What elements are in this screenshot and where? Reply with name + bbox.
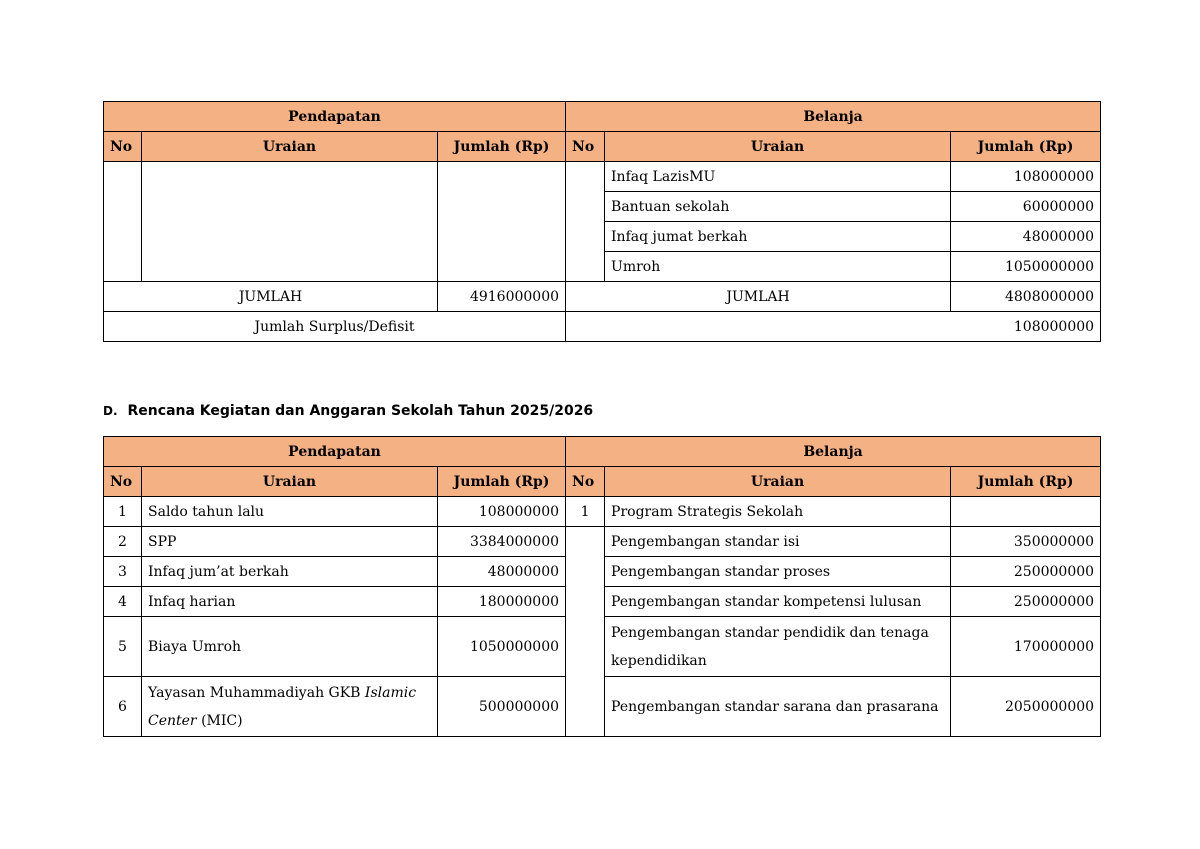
section-heading: [103, 403, 593, 419]
table-row: [104, 527, 1101, 557]
pendapatan-no-cell: 4: [104, 587, 142, 617]
section-title: Rencana Kegiatan dan Anggaran Sekolah Tahun 2025/2026: [127, 403, 594, 419]
total-row: [104, 282, 1101, 312]
uraian-text: (MIC): [196, 712, 243, 729]
budget-table-previous: [103, 101, 1101, 342]
pendapatan-no-cell: 5: [104, 617, 142, 677]
belanja-jumlah-cell: 250000000: [951, 587, 1101, 617]
belanja-total-value: 4808000000: [951, 282, 1101, 312]
pendapatan-jumlah-cell: 1050000000: [438, 617, 566, 677]
table-row: [104, 162, 1101, 192]
belanja-jumlah-cell: 1050000000: [951, 252, 1101, 282]
col-uraian-header: Uraian: [142, 467, 438, 497]
section-letter: D.: [103, 404, 118, 418]
col-jumlah-header: Jumlah (Rp): [438, 467, 566, 497]
belanja-no-cell: 1: [566, 497, 605, 527]
pendapatan-uraian-cell: [142, 677, 438, 737]
pendapatan-uraian-cell: SPP: [142, 527, 438, 557]
pendapatan-header: Pendapatan: [104, 102, 566, 132]
belanja-uraian-cell: Infaq LazisMU: [605, 162, 951, 192]
belanja-uraian-cell: Pengembangan standar isi: [605, 527, 951, 557]
belanja-uraian-cell: Bantuan sekolah: [605, 192, 951, 222]
col-no-header: No: [104, 467, 142, 497]
pendapatan-jumlah-cell: 3384000000: [438, 527, 566, 557]
belanja-jumlah-cell: 250000000: [951, 557, 1101, 587]
empty-cell: [142, 162, 438, 282]
pendapatan-jumlah-cell: 180000000: [438, 587, 566, 617]
pendapatan-no-cell: 6: [104, 677, 142, 737]
belanja-uraian-cell: Pengembangan standar sarana dan prasarana: [605, 677, 951, 737]
belanja-header: Belanja: [566, 102, 1101, 132]
col-no-header: No: [566, 467, 605, 497]
pendapatan-uraian-cell: Infaq jum’at berkah: [142, 557, 438, 587]
belanja-jumlah-cell: [951, 497, 1101, 527]
surplus-label: Jumlah Surplus/Defisit: [104, 312, 566, 342]
col-uraian-header: Uraian: [605, 132, 951, 162]
uraian-text: Yayasan Muhammadiyah GKB: [148, 684, 365, 701]
belanja-uraian-cell: Pengembangan standar proses: [605, 557, 951, 587]
belanja-total-label: JUMLAH: [566, 282, 951, 312]
surplus-row: [104, 312, 1101, 342]
belanja-jumlah-cell: 350000000: [951, 527, 1101, 557]
belanja-jumlah-cell: 170000000: [951, 617, 1101, 677]
pendapatan-uraian-cell: Saldo tahun lalu: [142, 497, 438, 527]
belanja-uraian-cell: Pengembangan standar kompetensi lulusan: [605, 587, 951, 617]
belanja-uraian-cell: Infaq jumat berkah: [605, 222, 951, 252]
belanja-header: Belanja: [566, 437, 1101, 467]
pendapatan-jumlah-cell: 500000000: [438, 677, 566, 737]
pendapatan-no-cell: 1: [104, 497, 142, 527]
pendapatan-no-cell: 2: [104, 527, 142, 557]
pendapatan-uraian-cell: Infaq harian: [142, 587, 438, 617]
belanja-jumlah-cell: 108000000: [951, 162, 1101, 192]
col-uraian-header: Uraian: [605, 467, 951, 497]
uraian-italic-text: Islamic Center: [148, 684, 417, 729]
col-no-header: No: [566, 132, 605, 162]
pendapatan-no-cell: 3: [104, 557, 142, 587]
belanja-uraian-cell: Pengembangan standar pendidik dan tenaga kependidikan: [605, 617, 951, 677]
belanja-uraian-cell: Program Strategis Sekolah: [605, 497, 951, 527]
surplus-value: 108000000: [566, 312, 1101, 342]
empty-cell: [104, 162, 142, 282]
empty-cell: [566, 527, 605, 737]
empty-cell: [566, 162, 605, 282]
col-uraian-header: Uraian: [142, 132, 438, 162]
pendapatan-total-value: 4916000000: [438, 282, 566, 312]
col-jumlah-header: Jumlah (Rp): [951, 467, 1101, 497]
pendapatan-jumlah-cell: 108000000: [438, 497, 566, 527]
belanja-uraian-cell: Umroh: [605, 252, 951, 282]
col-jumlah-header: Jumlah (Rp): [951, 132, 1101, 162]
col-no-header: No: [104, 132, 142, 162]
table-row: [104, 497, 1101, 527]
empty-cell: [438, 162, 566, 282]
belanja-jumlah-cell: 48000000: [951, 222, 1101, 252]
budget-table-2025-2026: [103, 436, 1101, 737]
belanja-jumlah-cell: 2050000000: [951, 677, 1101, 737]
pendapatan-total-label: JUMLAH: [104, 282, 438, 312]
col-jumlah-header: Jumlah (Rp): [438, 132, 566, 162]
pendapatan-uraian-cell: Biaya Umroh: [142, 617, 438, 677]
pendapatan-header: Pendapatan: [104, 437, 566, 467]
belanja-jumlah-cell: 60000000: [951, 192, 1101, 222]
pendapatan-jumlah-cell: 48000000: [438, 557, 566, 587]
